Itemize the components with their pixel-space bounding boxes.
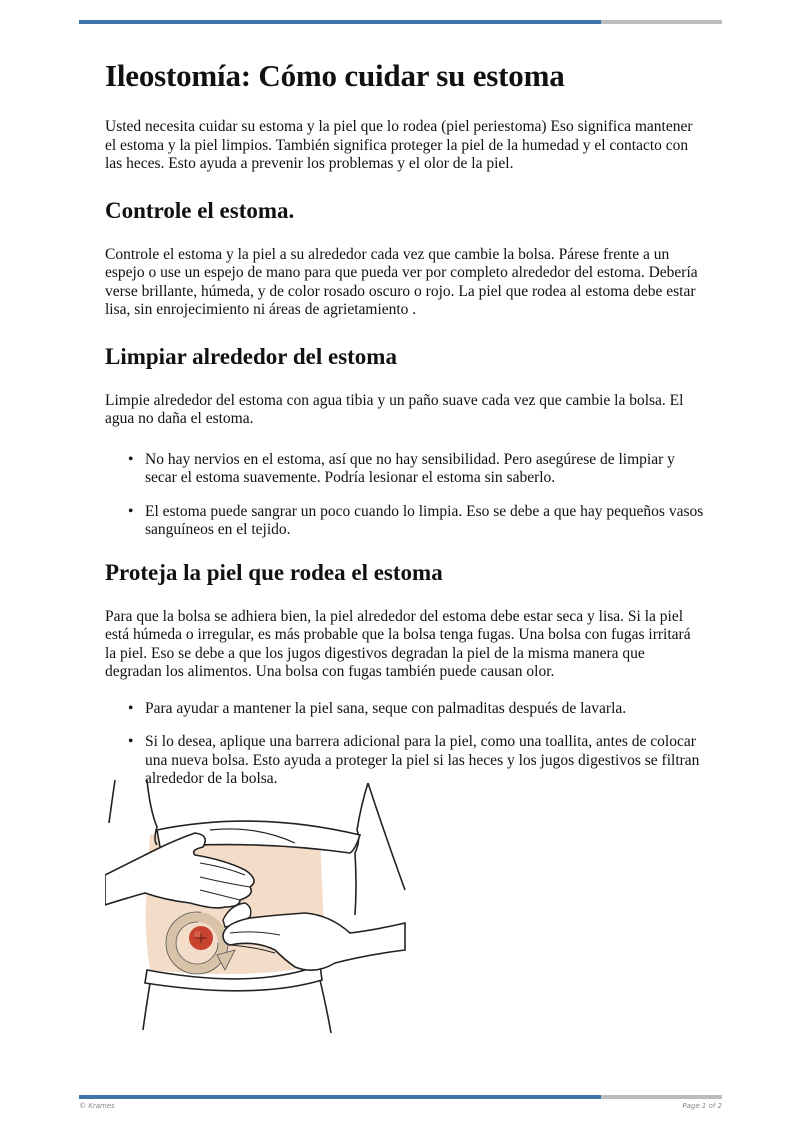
bullet-icon: • — [128, 733, 134, 750]
header-bar-blue — [79, 20, 601, 24]
section-paragraph-clean-stoma: Limpie alrededor del estoma con agua tibia y un paño suave cada vez que cambie la bolsa. El agua no daña el estoma. — [105, 391, 684, 427]
list-item-text: El estoma puede sangrar un poco cuando lo limpia. Eso se debe a que hay pequeños vasos sanguíneos en el tejido. — [145, 502, 704, 538]
torso-right-side — [355, 783, 368, 915]
list-item-text: Para ayudar a mantener la piel sana, seque con palmaditas después de lavarla. — [145, 699, 627, 717]
intro-paragraph: Usted necesita cuidar su estoma y la piel que lo rodea (piel periestoma) Eso significa mantener el estoma y la piel limpios. También significa proteger la piel de la humedad y el contacto con las heces. Esto ayuda a prevenir los problemas y el olor de la piel. — [105, 118, 693, 172]
list-item — [128, 450, 705, 488]
section-heading-check-stoma: Controle el estoma. — [105, 197, 295, 223]
bullet-icon: • — [128, 699, 134, 717]
header-accent-bar — [79, 20, 722, 24]
bullet-icon: • — [128, 502, 134, 520]
bullet-list-clean-stoma — [105, 451, 705, 540]
page-title: Ileostomía: Cómo cuidar su estoma — [105, 58, 565, 93]
document-body — [105, 56, 705, 807]
page-number: Page 1 of 2 — [682, 1102, 722, 1110]
list-item — [128, 699, 705, 719]
list-item — [128, 502, 705, 540]
footer-bar-blue — [79, 1095, 601, 1099]
torso-left-outline — [109, 780, 115, 823]
section-paragraph-check-stoma: Controle el estoma y la piel a su alrededor cada vez que cambie la bolsa. Párese frente a un espejo o use un espejo de mano para que pueda ver por completo alrededor del estoma. Debería verse brillante, húmeda, y de color rosado oscuro o rojo. La piel que rodea al estoma debe estar lisa, sin enrojecimiento ni áreas de agrietamiento . — [105, 245, 698, 318]
header-bar-grey — [601, 20, 722, 24]
page-footer — [79, 1102, 722, 1110]
stoma-cleaning-illustration — [105, 775, 410, 1035]
section-heading-protect-skin: Proteja la piel que rodea el estoma — [105, 559, 443, 585]
section-paragraph-protect-skin: Para que la bolsa se adhiera bien, la piel alrededor del estoma debe estar seca y lisa. Si la piel está húmeda o irregular, es más probable que la bolsa tenga fugas. Una bolsa con fugas irritará la piel. Eso se debe a que los jugos digestivos degradan la piel de la misma manera que degradan los alimentos. Una bolsa con fugas también puede causan olor. — [105, 607, 691, 680]
torso-right-outline — [368, 783, 405, 890]
list-item-text: Si lo desea, aplique una barrera adicional para la piel, como una toallita, antes de colocar una nueva bolsa. Esto ayuda a proteger la piel si las heces y los jugos digestivos se filtran alrededor de la bolsa. — [145, 733, 700, 787]
copyright-text: © Krames — [79, 1102, 115, 1110]
section-heading-clean-stoma: Limpiar alrededor del estoma — [105, 343, 397, 369]
footer-bar-grey — [601, 1095, 722, 1099]
bullet-icon: • — [128, 450, 134, 468]
list-item-text: No hay nervios en el estoma, así que no hay sensibilidad. Pero asegúrese de limpiar y secar el estoma suavemente. Podría lesionar el estoma sin saberlo. — [145, 450, 675, 486]
footer-accent-bar — [79, 1095, 722, 1099]
